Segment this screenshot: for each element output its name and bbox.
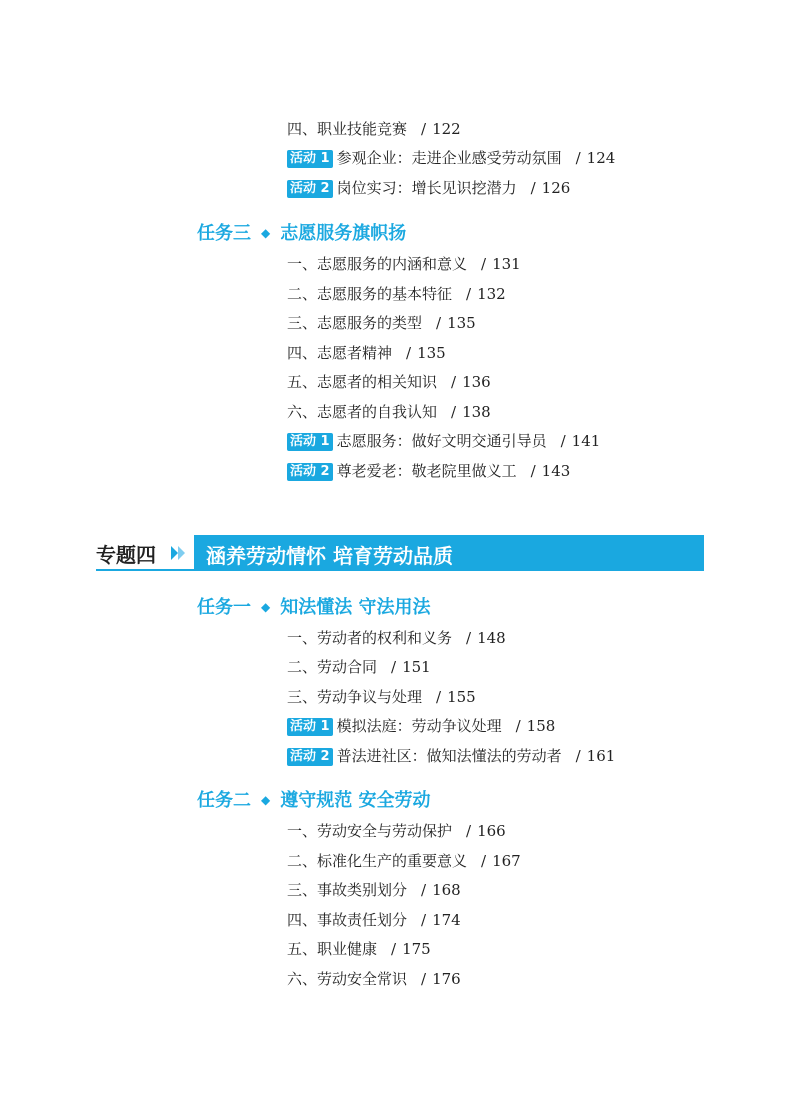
toc-entry-page: 124 [586, 149, 616, 167]
topic-title-box [194, 535, 704, 571]
toc-entry[interactable] [287, 342, 446, 364]
toc-entry-text: 五、志愿者的相关知识 [287, 373, 438, 391]
page-separator: / [466, 822, 472, 840]
toc-entry-page: 131 [492, 255, 521, 273]
toc-entry-page: 135 [447, 314, 476, 332]
toc-entry[interactable] [287, 118, 461, 140]
page-separator: / [421, 911, 427, 929]
toc-entry-text: 四、事故责任划分 [287, 911, 408, 929]
task-heading[interactable] [197, 220, 406, 247]
toc-entry-text: 二、标准化生产的重要意义 [287, 852, 468, 870]
toc-entry-page: 136 [462, 373, 491, 391]
toc-entry-page: 168 [432, 881, 461, 899]
toc-activity[interactable] [287, 177, 570, 199]
toc-entry-page: 141 [571, 432, 601, 450]
toc-entry-text: 三、劳动争议与处理 [287, 688, 423, 706]
toc-entry-text: 普法进社区：做知法懂法的劳动者 [336, 747, 562, 765]
toc-entry-page: 161 [586, 747, 616, 765]
toc-entry[interactable] [287, 879, 461, 901]
toc-entry-page: 148 [477, 629, 506, 647]
toc-entry[interactable] [287, 627, 506, 649]
page-separator: / [421, 120, 427, 138]
toc-activity[interactable] [287, 745, 615, 767]
toc-entry-page: 166 [477, 822, 506, 840]
toc-entry-page: 176 [432, 970, 461, 988]
toc-entry-text: 四、职业技能竞赛 [287, 120, 408, 138]
toc-entry-text: 岗位实习：增长见识挖潜力 [336, 179, 517, 197]
toc-entry[interactable] [287, 850, 521, 872]
toc-entry[interactable] [287, 968, 461, 990]
toc-entry-page: 126 [541, 179, 571, 197]
diamond-icon: ◆ [261, 226, 271, 240]
topic-label-box [96, 535, 194, 571]
toc-entry-page: 155 [447, 688, 476, 706]
page-separator: / [481, 852, 487, 870]
topic-header[interactable] [96, 535, 704, 571]
task-label: 任务二 [197, 790, 251, 811]
diamond-icon: ◆ [261, 793, 271, 807]
page-separator: / [451, 373, 457, 391]
topic-title: 涵养劳动情怀 培育劳动品质 [206, 544, 453, 568]
task-title: 知法懂法 守法用法 [280, 597, 431, 618]
toc-activity[interactable] [287, 430, 600, 452]
page-separator: / [391, 940, 397, 958]
toc-entry[interactable] [287, 371, 491, 393]
page-separator: / [530, 462, 536, 480]
toc-entry-text: 六、劳动安全常识 [287, 970, 408, 988]
toc-entry[interactable] [287, 253, 521, 275]
toc-entry-text: 五、职业健康 [287, 940, 378, 958]
toc-entry-page: 122 [432, 120, 461, 138]
toc-entry[interactable] [287, 686, 476, 708]
toc-entry-text: 四、志愿者精神 [287, 344, 393, 362]
toc-activity[interactable] [287, 460, 570, 482]
toc-entry[interactable] [287, 820, 506, 842]
page-separator: / [451, 403, 457, 421]
task-label: 任务一 [197, 597, 251, 618]
toc-entry-text: 一、劳动安全与劳动保护 [287, 822, 453, 840]
page-separator: / [575, 747, 581, 765]
toc-entry-text: 志愿服务：做好文明交通引导员 [336, 432, 547, 450]
toc-activity[interactable] [287, 147, 615, 169]
double-chevron-icon [168, 543, 188, 563]
toc-entry-text: 尊老爱老：敬老院里做义工 [336, 462, 517, 480]
page-separator: / [575, 149, 581, 167]
page-separator: / [466, 285, 472, 303]
toc-entry-page: 167 [492, 852, 521, 870]
activity-badge: 活动 1 [287, 718, 333, 736]
task-heading[interactable] [197, 787, 431, 814]
toc-entry-text: 模拟法庭：劳动争议处理 [336, 717, 502, 735]
task-heading[interactable] [197, 594, 431, 621]
toc-entry-page: 174 [432, 911, 461, 929]
task-title: 遵守规范 安全劳动 [280, 790, 431, 811]
toc-entry-text: 六、志愿者的自我认知 [287, 403, 438, 421]
toc-entry[interactable] [287, 938, 431, 960]
task-label: 任务三 [197, 223, 251, 244]
page-separator: / [530, 179, 536, 197]
toc-entry[interactable] [287, 401, 491, 423]
toc-entry-page: 135 [417, 344, 446, 362]
page-separator: / [421, 970, 427, 988]
page-separator: / [436, 314, 442, 332]
page-separator: / [560, 432, 566, 450]
page-separator: / [421, 881, 427, 899]
toc-entry-text: 二、志愿服务的基本特征 [287, 285, 453, 303]
toc-entry-page: 143 [541, 462, 571, 480]
page-separator: / [406, 344, 412, 362]
activity-badge: 活动 2 [287, 748, 333, 766]
activity-badge: 活动 2 [287, 180, 333, 198]
page-separator: / [391, 658, 397, 676]
activity-badge: 活动 2 [287, 463, 333, 481]
toc-entry[interactable] [287, 283, 506, 305]
toc-entry[interactable] [287, 312, 476, 334]
toc-entry-page: 175 [402, 940, 431, 958]
page-separator: / [436, 688, 442, 706]
toc-entry-page: 151 [402, 658, 431, 676]
toc-entry-text: 一、志愿服务的内涵和意义 [287, 255, 468, 273]
page-separator: / [481, 255, 487, 273]
diamond-icon: ◆ [261, 600, 271, 614]
page-separator: / [466, 629, 472, 647]
toc-activity[interactable] [287, 715, 555, 737]
toc-entry-text: 参观企业：走进企业感受劳动氛围 [336, 149, 562, 167]
toc-entry[interactable] [287, 656, 431, 678]
toc-entry-page: 158 [526, 717, 556, 735]
toc-entry-text: 一、劳动者的权利和义务 [287, 629, 453, 647]
toc-entry-text: 三、志愿服务的类型 [287, 314, 423, 332]
page-separator: / [515, 717, 521, 735]
toc-entry-page: 138 [462, 403, 491, 421]
toc-entry-text: 二、劳动合同 [287, 658, 378, 676]
toc-entry-text: 三、事故类别划分 [287, 881, 408, 899]
task-title: 志愿服务旗帜扬 [280, 223, 407, 244]
toc-entry[interactable] [287, 909, 461, 931]
activity-badge: 活动 1 [287, 150, 333, 168]
activity-badge: 活动 1 [287, 433, 333, 451]
toc-entry-page: 132 [477, 285, 506, 303]
topic-label: 专题四 [96, 543, 156, 567]
